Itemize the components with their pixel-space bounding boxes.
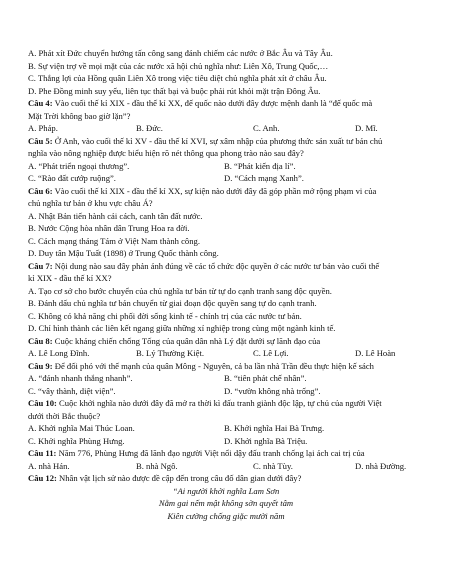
q8-number: Câu 8:: [28, 335, 53, 346]
q7-text-line1: Nội dung nào sau đây phản ánh đúng về các tổ chức độc quyền ở các nước tư bản vào cuối thế: [52, 260, 380, 271]
q9-options-row1: [28, 372, 424, 385]
q4-question: [28, 97, 424, 110]
q9-option-c: C. “vây thành, diệt viện”.: [28, 385, 116, 396]
q5-option-d: D. “Cách mạng Xanh”.: [224, 173, 304, 183]
q7-option-b: B. Đánh dấu chủ nghĩa tư bản chuyển từ giai đoạn độc quyền sang tự do cạnh tranh.: [28, 298, 317, 308]
q12-poem-line: “Ai người khởi nghĩa Lam Sơn: [172, 485, 280, 496]
q6-text-line1: Vào cuối thế kỉ XIX - đầu thế kỉ XX, sự kiện nào dưới đây đã góp phần mở rộng phạm vi của: [52, 185, 377, 196]
q8-option-b: B. Lý Thường Kiệt.: [136, 348, 205, 358]
q4-option-c: C. Anh.: [253, 123, 280, 133]
exam-content: [28, 47, 424, 522]
q11-option-b: B. nhà Ngô.: [136, 460, 178, 471]
q8-option-d: D. Lê Hoàn: [355, 348, 396, 358]
q9-option-a: A. “đánh nhanh thắng nhanh”.: [28, 373, 133, 383]
q10-options-row2: [28, 435, 424, 448]
q10-option-c: C. Khởi nghĩa Phùng Hưng.: [28, 435, 125, 446]
q9-options-row2: [28, 385, 424, 398]
q8-question: [28, 335, 424, 348]
q11-option-c: C. nhà Tùy.: [253, 460, 293, 471]
q11-option-a: A. nhà Hán.: [28, 460, 70, 471]
q10-text-line1: Cuộc khởi nghĩa nào dưới đây đã mở ra thời kì đấu tranh giành độc lập, tự chủ của người Việt: [56, 398, 382, 408]
q9-number: Câu 9:: [28, 360, 53, 371]
q3-option-c: C. Thắng lợi của Hồng quân Liên Xô trong việc tiêu diệt chủ nghĩa phát xít ở châu Âu.: [28, 73, 327, 83]
q11-options: [28, 460, 424, 473]
q5-option-a: A. “Phát triển ngoại thương”.: [28, 160, 130, 171]
q4-number: Câu 4:: [28, 98, 53, 108]
q7-number: Câu 7:: [28, 260, 53, 271]
q10-text-line2: dưới thời Bắc thuộc?: [28, 410, 101, 421]
q10-option-b: B. Khởi nghĩa Hai Bà Trưng.: [224, 423, 325, 433]
q5-option-c: C. “Rào đất cướp ruộng”.: [28, 173, 116, 183]
q12-number: Câu 12:: [28, 473, 57, 483]
q5-question: [28, 135, 424, 148]
q7-text-line2: kỉ XIX - đầu thế kỉ XX?: [28, 273, 112, 283]
q6-option-b: B. Nước Cộng hòa nhân dân Trung Hoa ra đời.: [28, 223, 190, 233]
q4-options: [28, 122, 424, 135]
q6-option-d: D. Duy tân Mậu Tuất (1898) ở Trung Quốc thành công.: [28, 248, 219, 258]
q8-text: Cuộc kháng chiến chống Tống của quân dân nhà Lý đặt dưới sự lãnh đạo của: [52, 335, 321, 346]
q12-text: Nhân vật lịch sử nào được đề cập đến trong câu đố dân gian dưới đây?: [56, 473, 302, 483]
q10-number: Câu 10:: [28, 398, 57, 408]
q9-option-b: B. “tiên phát chế nhân”.: [224, 373, 307, 383]
q10-option-d: D. Khởi nghĩa Bà Triệu.: [224, 435, 308, 446]
q5-options-row1: [28, 160, 424, 173]
q12-question: [28, 472, 424, 485]
q9-text: Để đối phó với thế mạnh của quân Mông - Nguyên, cả ba lần nhà Trần đều thực hiện kế sách: [52, 360, 374, 371]
q7-option-c: C. Không có khả năng chi phối đời sống kinh tế - chính trị của các nước tư bản.: [28, 310, 302, 321]
q11-option-d: D. nhà Đường.: [355, 460, 407, 471]
q7-question: [28, 260, 424, 273]
q3-option-a: A. Phát xít Đức chuyển hướng tấn công sang đánh chiếm các nước ở Bắc Âu và Tây Âu.: [28, 48, 333, 58]
q4-option-a: A. Pháp.: [28, 123, 58, 133]
q7-option-d: D. Chỉ hình thành các liên kết ngang giữa những xí nghiệp trong cùng một ngành kinh tế.: [28, 323, 336, 333]
q5-text-line1: Ở Anh, vào cuối thế kỉ XV - đầu thế kỉ XVI, sự xâm nhập của phương thức sản xuất tư bản chủ: [52, 135, 383, 146]
q4-text-line1: Vào cuối thế kỉ XIX - đầu thế kỉ XX, đế quốc nào dưới đây được mệnh danh là “đế quốc mà: [52, 98, 373, 108]
q8-option-a: A. Lê Long Đĩnh.: [28, 348, 90, 358]
q8-options: [28, 347, 424, 360]
q4-option-d: D. Mĩ.: [355, 123, 378, 133]
q3-option-d: D. Phe Đồng minh suy yếu, liên tục thất bại và buộc phải rút khỏi mặt trận Đông Âu.: [28, 85, 321, 96]
q6-number: Câu 6:: [28, 185, 53, 196]
q10-option-a: A. Khởi nghĩa Mai Thúc Loan.: [28, 423, 135, 433]
q6-option-c: C. Cách mạng tháng Tám ở Việt Nam thành công.: [28, 235, 200, 246]
q6-text-line2: chủ nghĩa tư bản ở khu vực châu Á?: [28, 198, 153, 208]
q7-option-a: A. Tạo cơ sở cho bước chuyển của chủ nghĩa tư bản từ tự do cạnh tranh sang độc quyền.: [28, 285, 332, 296]
q11-text: Năm 776, Phùng Hưng đã lãnh đạo người Việt nổi dậy đấu tranh chống lại ách cai trị của: [56, 448, 365, 458]
q9-option-d: D. “vườn không nhà trống”.: [224, 385, 321, 396]
q11-number: Câu 11:: [28, 448, 57, 458]
q6-question: [28, 185, 424, 198]
q9-question: [28, 360, 424, 373]
q4-text-line2: Mặt Trời không bao giờ lặn”?: [28, 110, 131, 121]
q5-text-line2: nghĩa vào nông nghiệp được biểu hiện rõ nét thông qua phong trào nào sau đây?: [28, 148, 304, 158]
q5-number: Câu 5:: [28, 135, 53, 146]
q8-option-c: C. Lê Lợi.: [253, 348, 289, 358]
q10-options-row1: [28, 422, 424, 435]
q11-question: [28, 447, 424, 460]
q3-option-b: B. Sự viện trợ về mọi mặt của các nước xã hội chủ nghĩa như: Liên Xô, Trung Quốc,…: [28, 60, 329, 71]
q5-option-b: B. “Phát kiến địa lí”.: [224, 160, 296, 171]
q4-option-b: B. Đức.: [136, 123, 163, 133]
q5-options-row2: [28, 172, 424, 185]
q12-poem-line: Kiên cường chống giặc mười năm: [167, 510, 285, 521]
q12-poem-line: Nằm gai nếm mật không sờn quyết tâm: [158, 498, 294, 508]
q10-question: [28, 397, 424, 410]
q6-option-a: A. Nhật Bản tiến hành cải cách, canh tân đất nước.: [28, 210, 203, 221]
